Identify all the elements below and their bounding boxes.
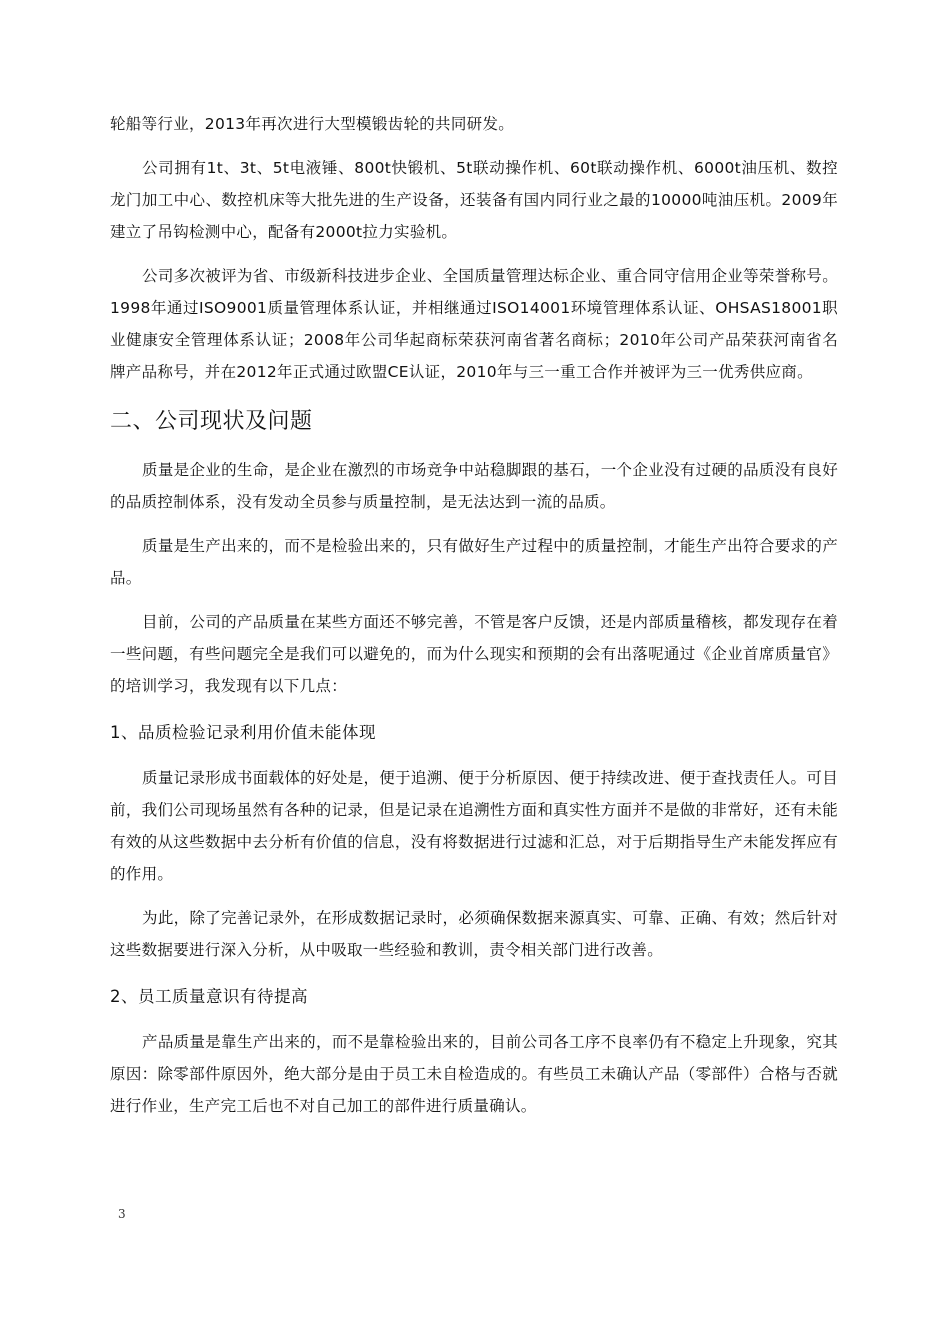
paragraph-records-improvement: 为此，除了完善记录外，在形成数据记录时，必须确保数据来源真实、可靠、正确、有效；然后针对这些数据要进行深入分析，从中吸取一些经验和教训，责令相关部门进行改善。 [110,909,838,959]
subheading-inspection-records: 1、品质检验记录利用价值未能体现 [110,723,376,742]
paragraph-quality-produced: 质量是生产出来的，而不是检验出来的，只有做好生产过程中的质量控制，才能生产出符合要求的产品。 [110,537,838,587]
paragraph-continuation: 轮船等行业，2013年再次进行大型模锻齿轮的共同研发。 [110,115,515,133]
paragraph-equipment: 公司拥有1t、3t、5t电液锤、800t快锻机、5t联动操作机、60t联动操作机、6000t油压机、数控龙门加工中心、数控机床等大批先进的生产设备，还装备有国内同行业之最的10000吨油压机。2009年建立了吊钩检测中心，配备有2000t拉力实验机。 [110,159,838,241]
section-heading: 二、公司现状及问题 [110,409,313,434]
paragraph-honors: 公司多次被评为省、市级新科技进步企业、全国质量管理达标企业、重合同守信用企业等荣誉称号。1998年通过ISO9001质量管理体系认证，并相继通过ISO14001环境管理体系认证、OHSAS18001职业健康安全管理体系认证；2008年公司华起商标荣获河南省著名商标；2010年公司产品荣获河南省名牌产品称号，并在2012年正式通过欧盟CE认证，2010年与三一重工合作并被评为三一优秀供应商。 [110,267,838,381]
paragraph-quality-life: 质量是企业的生命，是企业在激烈的市场竞争中站稳脚跟的基石，一个企业没有过硬的品质没有良好的品质控制体系，没有发动全员参与质量控制，是无法达到一流的品质。 [110,461,838,511]
paragraph-current-status: 目前，公司的产品质量在某些方面还不够完善，不管是客户反馈，还是内部质量稽核，都发现存在着一些问题，有些问题完全是我们可以避免的，而为什么现实和预期的会有出落呢通过《企业首席质量官》的培训学习，我发现有以下几点： [110,613,838,695]
subheading-employee-awareness: 2、员工质量意识有待提高 [110,987,308,1006]
paragraph-employee-quality: 产品质量是靠生产出来的，而不是靠检验出来的，目前公司各工序不良率仍有不稳定上升现象，究其原因：除零部件原因外，绝大部分是由于员工未自检造成的。有些员工未确认产品（零部件）合格与否就进行作业，生产完工后也不对自己加工的部件进行质量确认。 [110,1033,838,1115]
page-number: 3 [118,1207,126,1221]
document-body [110,108,838,1122]
paragraph-records-benefits: 质量记录形成书面载体的好处是，便于追溯、便于分析原因、便于持续改进、便于查找责任人。可目前，我们公司现场虽然有各种的记录，但是记录在追溯性方面和真实性方面并不是做的非常好，还有未能有效的从这些数据中去分析有价值的信息，没有将数据进行过滤和汇总，对于后期指导生产未能发挥应有的作用。 [110,769,838,883]
